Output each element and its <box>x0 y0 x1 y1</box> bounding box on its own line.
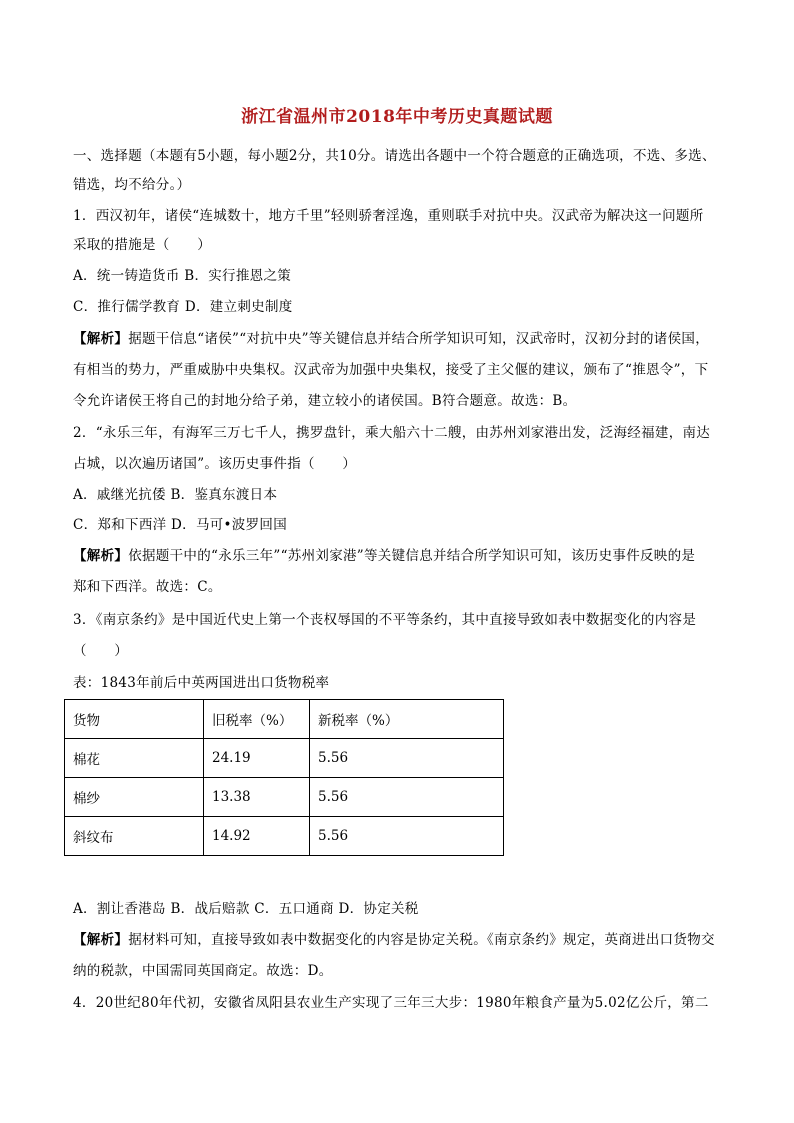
table-cell: 棉纱 <box>65 778 204 817</box>
table-header-cell: 新税率（%） <box>310 700 504 739</box>
q2-stem-line-1: 2．“永乐三年，有海军三万七千人，携罗盘针，乘大船六十二艘，由苏州刘家港出发，泛海经福建，南达 <box>73 425 711 441</box>
table-cell: 棉花 <box>65 739 204 778</box>
q3-options-line: A．割让香港岛 B．战后赔款 C．五口通商 D．协定关税 <box>73 901 419 917</box>
q1-analysis-tag: 【解析】 <box>73 331 129 347</box>
table-cell: 13.38 <box>204 778 310 817</box>
table-caption: 表：1843年前后中英两国进出口货物税率 <box>73 675 330 691</box>
section-instructions-line-2: 错选，均不给分。） <box>73 177 191 193</box>
q1-stem-line-1: 1．西汉初年，诸侯“连城数十，地方千里”轻则骄奢淫逸，重则联手对抗中央。汉武帝为解决这一问题所 <box>73 208 704 224</box>
q1-analysis-line-3: 令允许诸侯王将自己的封地分给子弟，建立较小的诸侯国。B符合题意。故选：B。 <box>73 393 577 409</box>
q1-analysis-line-1 <box>73 329 728 349</box>
q1-options-line-2: C．推行儒学教育 D．建立刺史制度 <box>73 299 293 315</box>
table-header-row <box>65 700 504 739</box>
q3-stem-line-2: （ ） <box>73 643 129 659</box>
table-row <box>65 778 504 817</box>
tax-rate-table <box>64 699 504 856</box>
table-row <box>65 817 504 856</box>
section-instructions-line-1: 一、选择题（本题有5小题，每小题2分，共10分。请选出各题中一个符合题意的正确选项，不选、多选、 <box>73 148 716 164</box>
table-cell: 24.19 <box>204 739 310 778</box>
q1-options-line-1: A．统一铸造货币 B．实行推恩之策 <box>73 268 292 284</box>
q3-analysis-tag: 【解析】 <box>73 932 129 948</box>
q1-analysis-text-1: 据题干信息“诸侯”“对抗中央”等关键信息并结合所学知识可知，汉武帝时，汉初分封的诸侯国， <box>128 331 710 347</box>
q2-analysis-line-1 <box>73 546 728 566</box>
q3-analysis-line-2: 纳的税款，中国需同英国商定。故选：D。 <box>73 963 333 979</box>
q3-analysis-text-1: 据材料可知，直接导致如表中数据变化的内容是协定关税。《南京条约》规定，英商进出口货物交 <box>128 932 715 948</box>
q3-stem-line-1: 3．《南京条约》是中国近代史上第一个丧权辱国的不平等条约，其中直接导致如表中数据变化的内容是 <box>73 612 697 628</box>
q4-stem-line-1: 4．20世纪80年代初，安徽省凤阳县农业生产实现了三年三大步：1980年粮食产量为5.02亿公斤，第二 <box>73 995 709 1011</box>
q1-stem-line-2: 采取的措施是（ ） <box>73 237 211 253</box>
q2-analysis-line-2: 郑和下西洋。故选：C。 <box>73 579 222 595</box>
document-title: 浙江省温州市2018年中考历史真题试题 <box>241 107 553 127</box>
table-row <box>65 739 504 778</box>
table-cell: 5.56 <box>310 817 504 856</box>
table-header-cell: 货物 <box>65 700 204 739</box>
table-header-cell: 旧税率（%） <box>204 700 310 739</box>
q2-analysis-text-1: 依据题干中的“永乐三年”“苏州刘家港”等关键信息并结合所学知识可知，该历史事件反映的是 <box>128 548 696 564</box>
q2-stem-line-2: 占城，以次遍历诸国”。该历史事件指（ ） <box>73 456 357 472</box>
table-cell: 14.92 <box>204 817 310 856</box>
q2-options-line-1: A．戚继光抗倭 B．鉴真东渡日本 <box>73 487 278 503</box>
table-cell: 5.56 <box>310 739 504 778</box>
q2-options-line-2: C．郑和下西洋 D．马可•波罗回国 <box>73 517 288 533</box>
table-cell: 斜纹布 <box>65 817 204 856</box>
q3-analysis-line-1 <box>73 930 728 950</box>
q1-analysis-line-2: 有相当的势力，严重威胁中央集权。汉武帝为加强中央集权，接受了主父偃的建议，颁布了“推恩令”，下 <box>73 362 709 378</box>
q2-analysis-tag: 【解析】 <box>73 548 129 564</box>
table-cell: 5.56 <box>310 778 504 817</box>
